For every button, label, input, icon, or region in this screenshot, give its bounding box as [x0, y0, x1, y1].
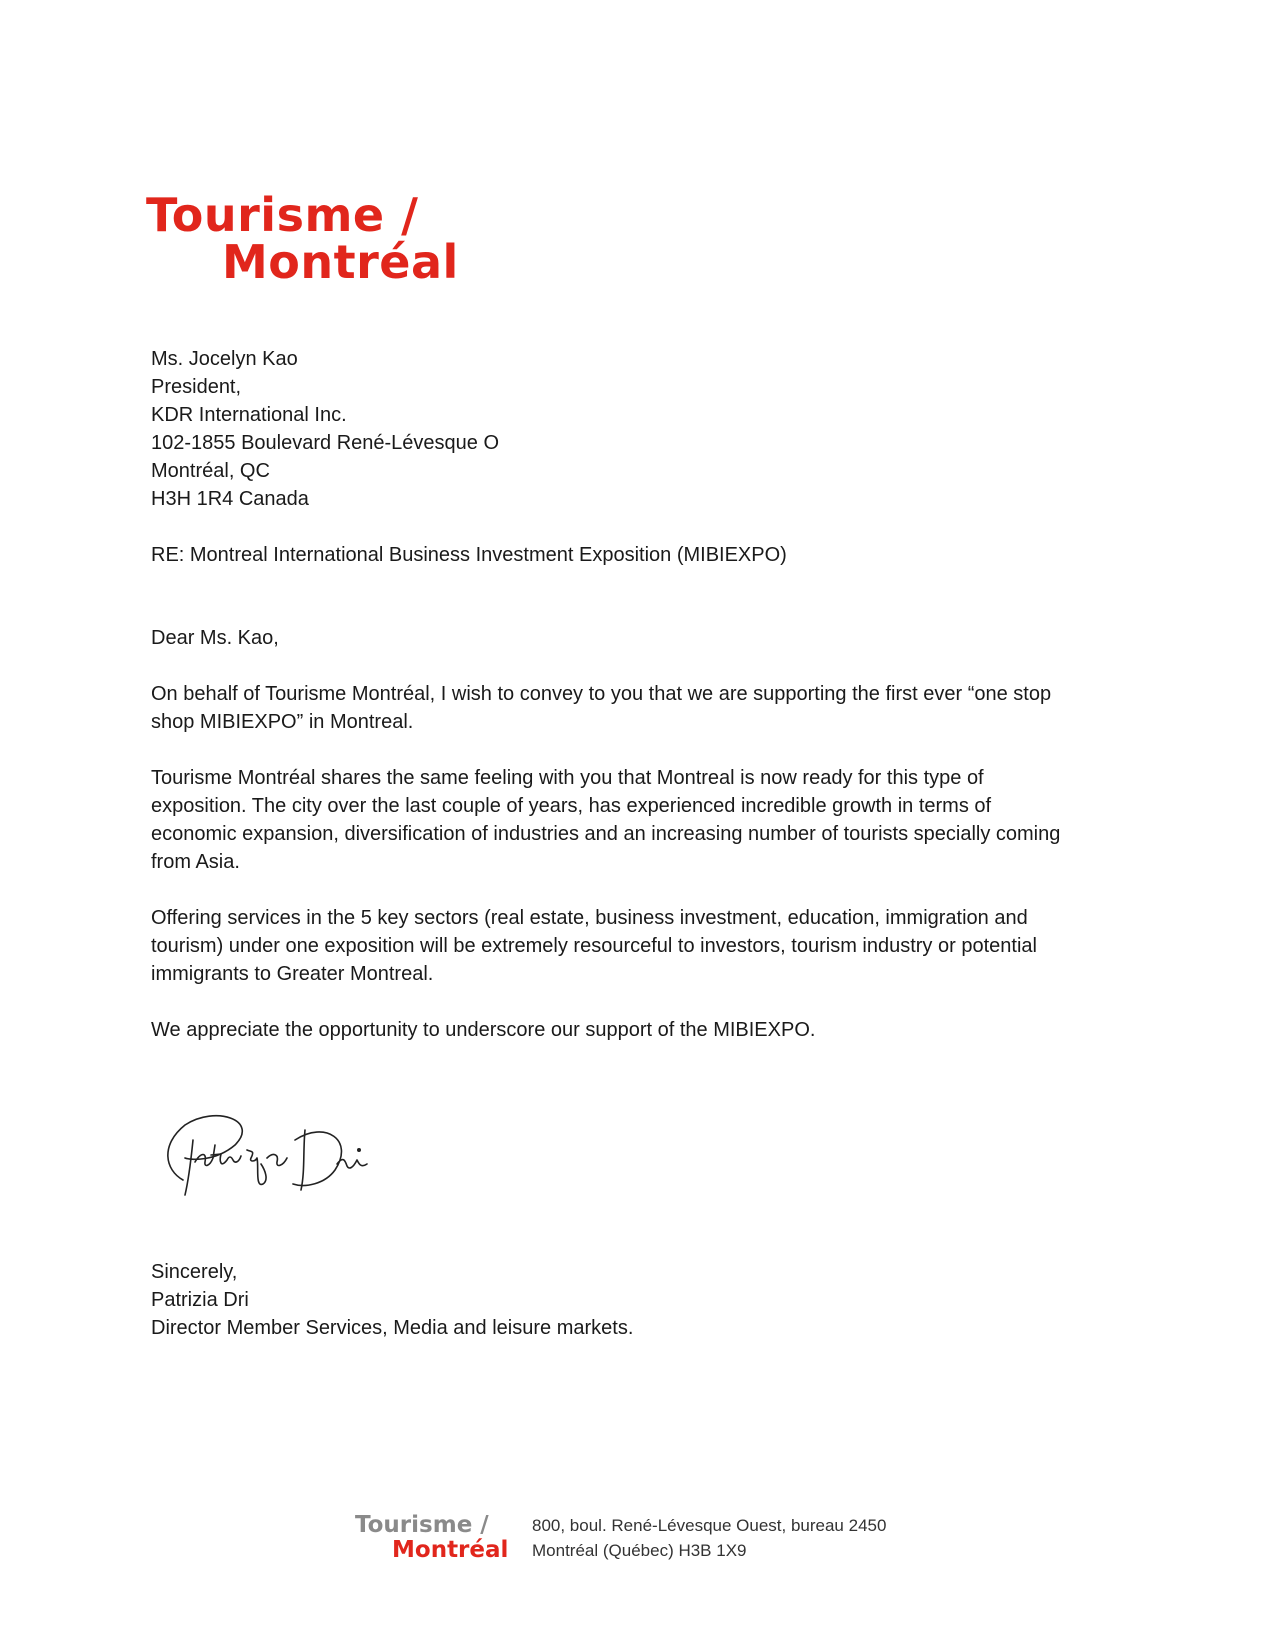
subject-line: RE: Montreal International Business Investment Exposition (MIBIEXPO): [151, 544, 787, 566]
paragraph-1: On behalf of Tourisme Montréal, I wish to convey to you that we are supporting the first ever “one stop shop MIBIEXPO” in Montreal.: [151, 683, 1052, 733]
recipient-name: Ms. Jocelyn Kao: [151, 348, 298, 370]
footer-logo-line-1: Tourisme /: [355, 1512, 489, 1538]
footer-address: [532, 1513, 886, 1563]
recipient-city: Montréal, QC: [151, 460, 270, 482]
footer-logo: [355, 1513, 508, 1563]
paragraph-4: We appreciate the opportunity to underscore our support of the MIBIEXPO.: [151, 1019, 816, 1041]
letterhead-logo: [146, 188, 459, 289]
footer-logo-line-2: Montréal: [392, 1537, 509, 1563]
signer-name: Patrizia Dri: [151, 1289, 249, 1311]
footer-address-line-1: 800, boul. René-Lévesque Ouest, bureau 2450: [532, 1516, 887, 1535]
signer-position: Director Member Services, Media and leisure markets.: [151, 1317, 634, 1339]
paragraph-3: Offering services in the 5 key sectors (real estate, business investment, education, immigration and tourism) under one exposition will be extremely resourceful to investors, tourism industry or potential immigrants to Greater Montreal.: [151, 907, 1037, 985]
closing-block: [151, 1258, 633, 1342]
letter-body: [151, 345, 1141, 1044]
recipient-postal: H3H 1R4 Canada: [151, 488, 309, 510]
salutation: Dear Ms. Kao,: [151, 627, 279, 649]
recipient-street: 102-1855 Boulevard René-Lévesque O: [151, 432, 500, 454]
logo-line-1: Tourisme /: [146, 188, 419, 242]
paragraph-2: Tourisme Montréal shares the same feeling with you that Montreal is now ready for this type of exposition. The city over the last couple of years, has experienced incredible growth in terms of economic expansion, diversification of industries and an increasing number of tourists specially coming from Asia.: [151, 767, 1061, 873]
recipient-title: President,: [151, 376, 242, 398]
handwritten-signature: [155, 1100, 395, 1210]
footer-address-line-2: Montréal (Québec) H3B 1X9: [532, 1541, 747, 1560]
valediction: Sincerely,: [151, 1261, 238, 1283]
recipient-company: KDR International Inc.: [151, 404, 347, 426]
logo-line-2: Montréal: [222, 235, 459, 289]
recipient-address: [151, 345, 1141, 513]
